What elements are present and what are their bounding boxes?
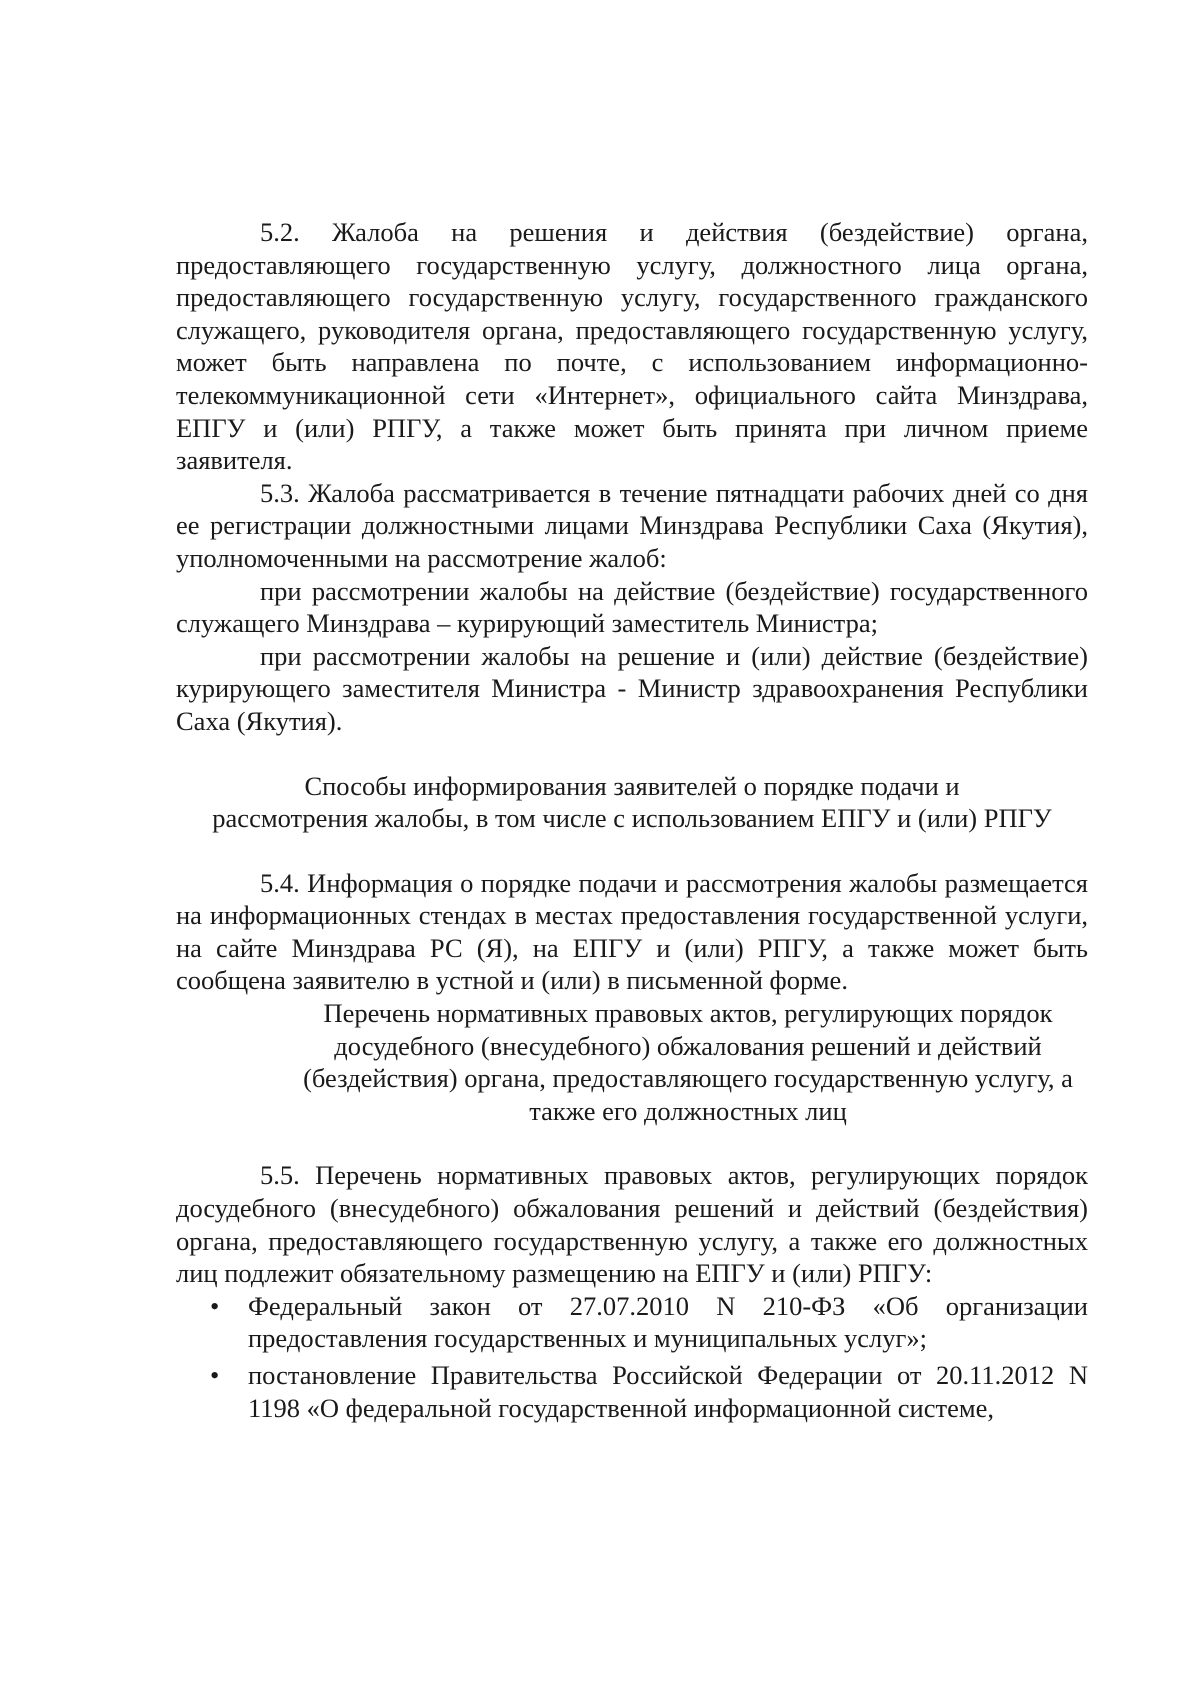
list-item-text: постановление Правительства Российской Федерации от 20.11.2012 N 1198 «О федеральной государственной информационной системе, [248, 1360, 1088, 1423]
paragraph-5-3-item-a: при рассмотрении жалобы на действие (бездействие) государственного служащего Минздрава – курирующий заместитель Министра; [176, 575, 1088, 639]
section-heading-legal-acts [176, 997, 1088, 1127]
document-page [176, 216, 1088, 1428]
heading-line: также его должностных лиц [529, 1095, 847, 1126]
spacer [176, 738, 1088, 770]
paragraph-5-2: 5.2. Жалоба на решения и действия (бездействие) органа, предоставляющего государственную услугу, должностного лица органа, предоставляющего государственную услугу, государственного гражданского служащего, руководителя органа, предоставляющего государственную услугу, может быть направлена по почте, с использованием информационно-телекоммуникационной сети «Интернет», официального сайта Минздрава, ЕПГУ и (или) РПГУ, а также может быть принята при личном приеме заявителя. [176, 217, 1088, 476]
paragraph-5-3: 5.3. Жалоба рассматривается в течение пятнадцати рабочих дней со дня ее регистрации должностными лицами Минздрава Республики Саха (Якутия), уполномоченными на рассмотрение жалоб: [176, 477, 1088, 573]
heading-line: (бездействия) органа, предоставляющего государственную услугу, а [303, 1063, 1073, 1094]
section-heading-informing [176, 770, 1088, 835]
heading-line: Способы информирования заявителей о порядке подачи и [304, 770, 960, 801]
heading-line: Перечень нормативных правовых актов, регулирующих порядок [323, 998, 1053, 1029]
list-item-text: Федеральный закон от 27.07.2010 N 210-ФЗ «Об организации предоставления государственных и муниципальных услуг»; [248, 1290, 1088, 1354]
bullet-icon: • [210, 1290, 220, 1321]
list-item [176, 1359, 1088, 1424]
heading-line: рассмотрения жалобы, в том числе с использованием ЕПГУ и (или) РПГУ [212, 803, 1052, 834]
list-item [176, 1290, 1088, 1355]
spacer [176, 835, 1088, 867]
paragraph-5-4: 5.4. Информация о порядке подачи и рассмотрения жалобы размещается на информационных стендах в местах предоставления государственной услуги, на сайте Минздрава РС (Я), на ЕПГУ и (или) РПГУ, а также может быть сообщена заявителю в устной и (или) в письменной форме. [176, 867, 1088, 996]
bullet-icon: • [210, 1360, 220, 1390]
legal-acts-list [176, 1290, 1088, 1424]
heading-line: досудебного (внесудебного) обжалования решений и действий [334, 1030, 1042, 1061]
spacer [176, 1127, 1088, 1159]
paragraph-5-5: 5.5. Перечень нормативных правовых актов, регулирующих порядок досудебного (внесудебного) обжалования решений и действий (бездействия) органа, предоставляющего государственную услугу, а также его должностных лиц подлежит обязательному размещению на ЕПГУ и (или) РПГУ: [176, 1160, 1088, 1289]
paragraph-5-3-item-b: при рассмотрении жалобы на решение и (или) действие (бездействие) курирующего заместителя Министра - Министр здравоохранения Республики Саха (Якутия). [176, 640, 1088, 736]
